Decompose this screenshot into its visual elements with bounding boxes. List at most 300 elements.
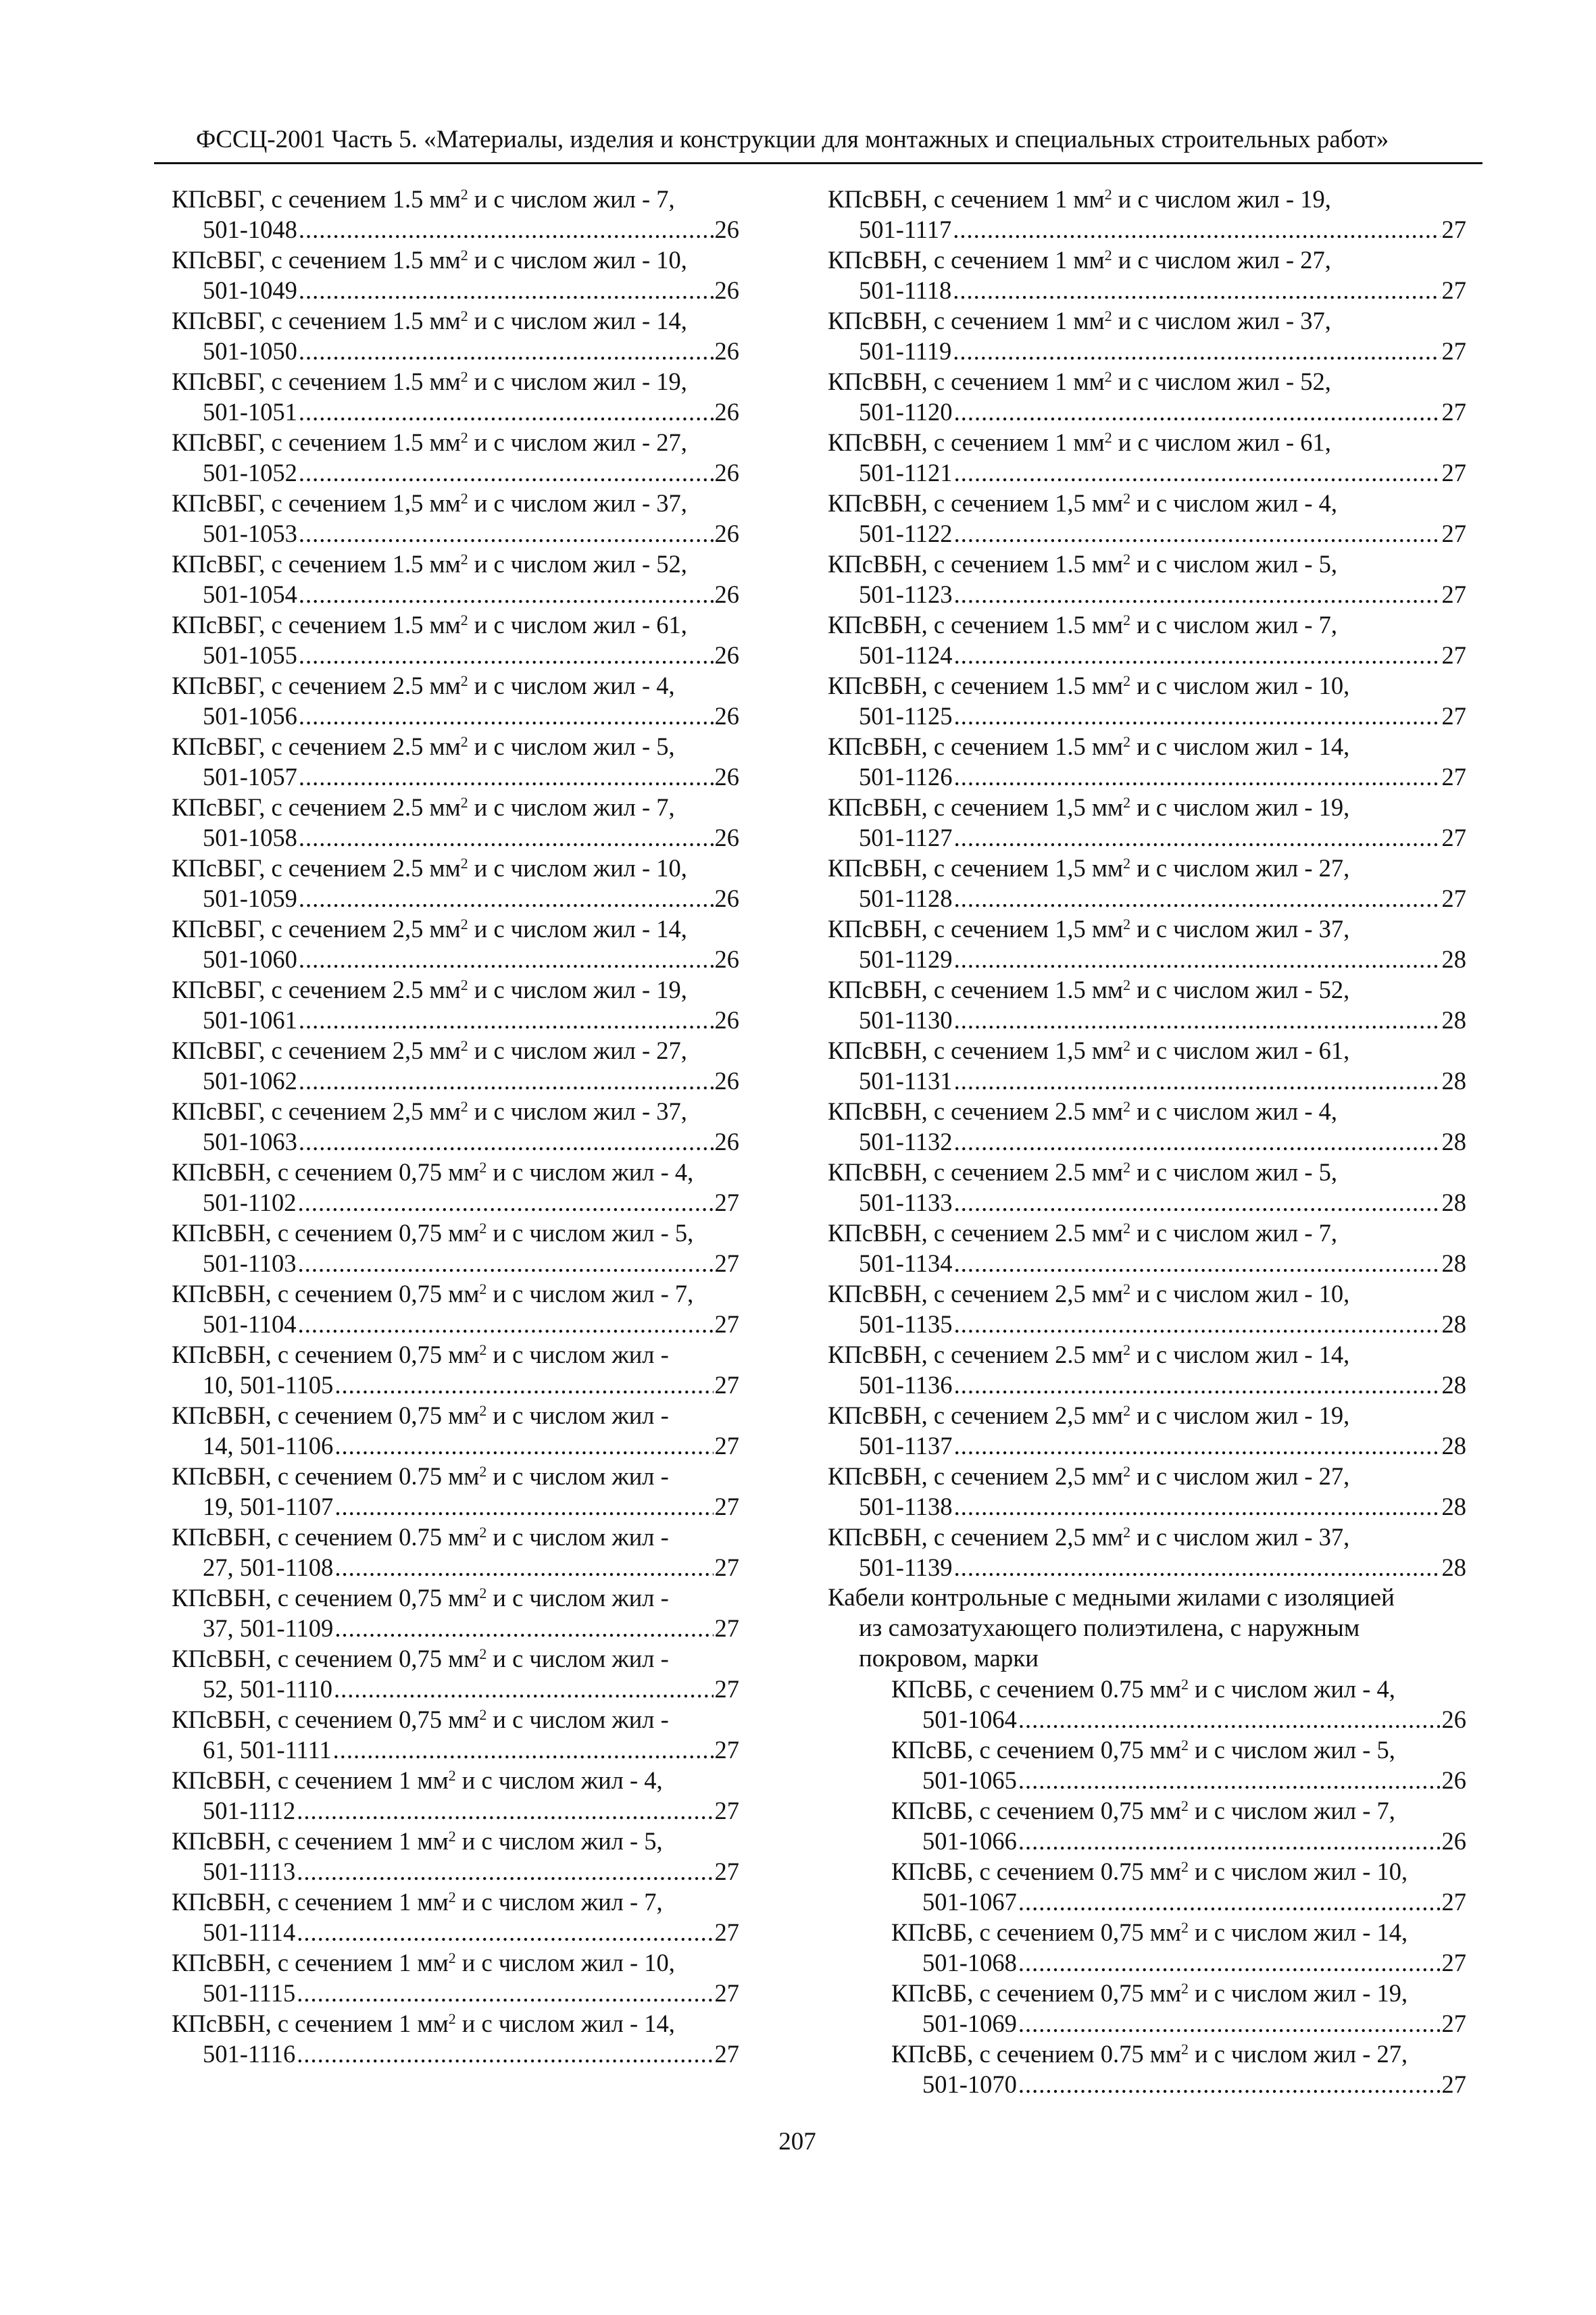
entry-title-suffix: и с числом жил - 27, — [1130, 1462, 1350, 1490]
entry-reference — [172, 640, 739, 670]
entry-title-text: КПсВБН, с сечением 2.5 мм — [828, 1341, 1124, 1368]
entry-page: 28 — [1441, 1067, 1466, 1095]
entry-title — [172, 1704, 739, 1735]
entry-code: 501-1112 — [203, 1797, 296, 1824]
index-entry — [172, 1765, 739, 1826]
entry-title-suffix: и с числом жил - 37, — [1112, 307, 1331, 334]
entry-title-text: КПсВБ, с сечением 0.75 мм — [891, 1675, 1181, 1703]
entry-code: 10, 501-1105 — [203, 1371, 334, 1399]
entry-code: 501-1055 — [203, 641, 297, 669]
entry-reference — [172, 336, 739, 366]
entry-code: 501-1052 — [203, 459, 297, 487]
entry-page: 27 — [1441, 763, 1466, 791]
entry-title-suffix: и с числом жил - 14, — [468, 915, 687, 943]
entry-title — [828, 731, 1466, 762]
entry-page: 28 — [1441, 1432, 1466, 1460]
dot-leader — [954, 1309, 1441, 1339]
index-entry — [828, 609, 1466, 670]
entry-title-text: КПсВБН, с сечением 2,5 мм — [828, 1523, 1124, 1551]
dot-leader — [953, 336, 1440, 366]
entry-title-text: КПсВБН, с сечением 1,5 мм — [828, 793, 1124, 821]
entry-page: 26 — [714, 641, 739, 669]
index-entry — [828, 1278, 1466, 1339]
entry-title — [172, 305, 739, 336]
superscript: 2 — [1123, 915, 1131, 932]
section-heading-line: Кабели контрольные с медными жилами с изоляцией — [828, 1584, 1395, 1612]
entry-title-suffix: и с числом жил - 14, — [1130, 732, 1350, 760]
entry-page: 28 — [1441, 1310, 1466, 1338]
entry-title-text: КПсВБГ, с сечением 2,5 мм — [172, 915, 461, 943]
entry-code: 501-1134 — [859, 1249, 953, 1277]
dot-leader — [297, 1917, 713, 1947]
superscript: 2 — [1123, 793, 1131, 811]
entry-page: 26 — [714, 763, 739, 791]
entry-reference — [828, 822, 1466, 853]
entry-title-text: КПсВБ, с сечением 0.75 мм — [891, 1858, 1181, 1885]
dot-leader — [954, 944, 1441, 974]
entry-reference — [172, 1613, 739, 1643]
entry-page: 26 — [714, 459, 739, 487]
index-entry — [172, 974, 739, 1035]
entry-title-suffix: и с числом жил - — [487, 1706, 669, 1733]
dot-leader — [299, 397, 714, 427]
entry-title-suffix: и с числом жил - 10, — [1188, 1858, 1408, 1885]
entry-code: 501-1124 — [859, 641, 953, 669]
entry-title-suffix: и с числом жил - 27, — [1112, 246, 1331, 274]
entry-code: 501-1058 — [203, 824, 297, 851]
entry-reference — [828, 1491, 1466, 1522]
entry-code: 501-1121 — [859, 459, 953, 487]
index-entry — [172, 914, 739, 974]
dot-leader — [299, 701, 714, 731]
entry-title-suffix: и с числом жил - 14, — [1188, 1918, 1408, 1946]
entry-code: 37, 501-1109 — [203, 1614, 334, 1642]
superscript: 2 — [1123, 1037, 1131, 1054]
dot-leader — [954, 397, 1441, 427]
dot-leader — [1018, 1947, 1441, 1978]
entry-title-text: КПсВБГ, с сечением 2.5 мм — [172, 854, 461, 882]
entry-title-suffix: и с числом жил - — [487, 1462, 669, 1490]
dot-leader — [333, 1735, 714, 1765]
entry-page: 27 — [714, 1979, 739, 2007]
dot-leader — [1018, 1765, 1441, 1795]
entry-code: 501-1065 — [922, 1766, 1017, 1794]
entry-reference — [172, 214, 739, 245]
entry-code: 501-1139 — [859, 1553, 953, 1581]
dot-leader — [953, 214, 1440, 245]
index-entry — [828, 914, 1466, 974]
entry-title-suffix: и с числом жил - 7, — [1130, 611, 1337, 639]
dot-leader — [954, 1248, 1441, 1278]
entry-page: 27 — [1441, 2070, 1466, 2098]
entry-reference — [828, 1248, 1466, 1278]
dot-leader — [954, 1370, 1441, 1400]
entry-title — [172, 488, 739, 518]
superscript: 2 — [1180, 1675, 1189, 1693]
dot-leader — [954, 1552, 1441, 1583]
entry-title — [172, 1826, 739, 1856]
entry-title — [828, 2039, 1466, 2069]
index-entry — [828, 549, 1466, 609]
superscript: 2 — [460, 793, 468, 811]
dot-leader — [954, 822, 1441, 853]
superscript: 2 — [460, 976, 468, 993]
entry-code: 501-1048 — [203, 216, 297, 243]
entry-title-suffix: и с числом жил - 19, — [468, 368, 687, 395]
entry-title-text: КПсВБН, с сечением 0,75 мм — [172, 1401, 480, 1429]
entry-page: 28 — [1441, 1553, 1466, 1581]
superscript: 2 — [479, 1280, 487, 1297]
entry-title-suffix: и с числом жил - 52, — [468, 550, 687, 578]
entry-code: 52, 501-1110 — [203, 1675, 332, 1703]
index-entry — [172, 1461, 739, 1522]
dot-leader — [954, 1126, 1441, 1157]
index-entry — [828, 1917, 1466, 1978]
entry-title — [172, 1522, 739, 1552]
entry-page: 26 — [714, 337, 739, 365]
index-entry — [828, 184, 1466, 245]
entry-title-suffix: и с числом жил - 19, — [1130, 793, 1350, 821]
entry-title-suffix: и с числом жил - 19, — [468, 976, 687, 1003]
entry-title — [828, 1278, 1466, 1309]
entry-page: 28 — [1441, 1128, 1466, 1155]
entry-reference — [172, 1309, 739, 1339]
entry-page: 26 — [714, 1006, 739, 1034]
entry-reference — [828, 1826, 1466, 1856]
superscript: 2 — [479, 1706, 487, 1723]
right-entry-list — [828, 184, 1466, 1583]
entry-page: 27 — [714, 1736, 739, 1764]
entry-code: 501-1061 — [203, 1006, 297, 1034]
entry-title-suffix: и с числом жил - 10, — [468, 246, 687, 274]
superscript: 2 — [1180, 1918, 1189, 1936]
header-rule — [154, 162, 1482, 164]
entry-code: 501-1137 — [859, 1432, 953, 1460]
entry-title-text: КПсВБ, с сечением 0,75 мм — [891, 1979, 1181, 2007]
entry-page: 27 — [1441, 1949, 1466, 1976]
entry-code: 501-1104 — [203, 1310, 297, 1338]
entry-title — [828, 609, 1466, 640]
index-entry — [172, 1096, 739, 1157]
entry-code: 501-1133 — [859, 1189, 953, 1216]
dot-leader — [334, 1370, 713, 1400]
index-entry — [828, 670, 1466, 731]
entry-code: 501-1138 — [859, 1493, 953, 1520]
entry-code: 501-1136 — [859, 1371, 953, 1399]
entry-title-suffix: и с числом жил - 4, — [1130, 489, 1337, 517]
entry-title — [172, 1035, 739, 1066]
entry-title — [172, 245, 739, 275]
dot-leader — [298, 1309, 714, 1339]
dot-leader — [297, 2039, 713, 2069]
entry-reference — [172, 1856, 739, 1887]
entry-title-text: КПсВБН, с сечением 1 мм — [828, 246, 1105, 274]
entry-title-text: КПсВБГ, с сечением 2,5 мм — [172, 1037, 461, 1064]
entry-code: 501-1063 — [203, 1128, 297, 1155]
entry-code: 501-1059 — [203, 885, 297, 912]
entry-page: 27 — [1441, 824, 1466, 851]
entry-title-suffix: и с числом жил - 4, — [1188, 1675, 1395, 1703]
dot-leader — [299, 883, 714, 914]
entry-reference — [172, 1491, 739, 1522]
superscript: 2 — [479, 1523, 487, 1541]
entry-title-suffix: и с числом жил - 4, — [455, 1766, 663, 1794]
entry-title — [172, 670, 739, 701]
entry-title-suffix: и с числом жил - 27, — [468, 428, 687, 456]
entry-title-text: КПсВБН, с сечением 0,75 мм — [172, 1280, 480, 1308]
index-entry — [172, 488, 739, 549]
entry-reference — [172, 701, 739, 731]
entry-title — [828, 245, 1466, 275]
dot-leader — [299, 518, 714, 549]
index-entry — [828, 1218, 1466, 1278]
entry-title — [828, 1795, 1466, 1826]
entry-reference — [828, 397, 1466, 427]
index-entry — [172, 670, 739, 731]
entry-title — [172, 2008, 739, 2039]
entry-title-text: КПсВБН, с сечением 1 мм — [172, 1766, 449, 1794]
index-entry — [172, 1218, 739, 1278]
entry-reference — [828, 762, 1466, 792]
superscript: 2 — [1123, 976, 1131, 993]
entry-code: 27, 501-1108 — [203, 1553, 334, 1581]
entry-title — [828, 1978, 1466, 2008]
entry-page: 27 — [1441, 459, 1466, 487]
dot-leader — [297, 1795, 713, 1826]
entry-page: 27 — [714, 1675, 739, 1703]
superscript: 2 — [460, 854, 468, 872]
entry-page: 27 — [714, 1249, 739, 1277]
entry-title — [828, 1674, 1466, 1704]
superscript: 2 — [448, 2010, 456, 2027]
entry-title — [828, 792, 1466, 822]
entry-code: 501-1122 — [859, 520, 953, 547]
entry-reference — [828, 1430, 1466, 1461]
entry-page: 27 — [1441, 337, 1466, 365]
entry-code: 501-1125 — [859, 702, 953, 730]
entry-page: 27 — [714, 1797, 739, 1824]
entry-page: 27 — [1441, 702, 1466, 730]
entry-reference — [172, 397, 739, 427]
entry-title — [172, 1643, 739, 1674]
entry-code: 501-1057 — [203, 763, 297, 791]
entry-reference — [828, 1370, 1466, 1400]
entry-title-text: КПсВБН, с сечением 1.5 мм — [828, 550, 1124, 578]
dot-leader — [1018, 1887, 1441, 1917]
entry-title-text: КПсВБН, с сечением 0,75 мм — [172, 1158, 480, 1186]
entry-reference — [172, 1917, 739, 1947]
entry-page: 27 — [1441, 1888, 1466, 1916]
superscript: 2 — [1104, 307, 1112, 324]
entry-title — [172, 549, 739, 579]
entry-title-text: КПсВБГ, с сечением 2.5 мм — [172, 732, 461, 760]
entry-code: 501-1053 — [203, 520, 297, 547]
entry-page: 26 — [1441, 1706, 1466, 1733]
superscript: 2 — [1180, 1858, 1189, 1875]
entry-code: 501-1130 — [859, 1006, 953, 1034]
entry-reference — [172, 822, 739, 853]
entry-title-suffix: и с числом жил - 7, — [1130, 1219, 1337, 1247]
index-entry — [172, 1278, 739, 1339]
dot-leader — [299, 579, 714, 609]
entry-title-suffix: и с числом жил - 7, — [455, 1888, 663, 1916]
entry-title — [828, 974, 1466, 1005]
index-entry — [172, 1826, 739, 1887]
entry-title-text: КПсВБН, с сечением 2,5 мм — [828, 1280, 1124, 1308]
entry-title — [828, 914, 1466, 944]
dot-leader — [1018, 1704, 1441, 1735]
dot-leader — [953, 275, 1440, 305]
entry-title-text: КПсВБН, с сечением 1.5 мм — [828, 732, 1124, 760]
entry-title-suffix: и с числом жил - 5, — [1130, 1158, 1337, 1186]
index-entry — [828, 366, 1466, 427]
entry-code: 501-1067 — [922, 1888, 1017, 1916]
superscript: 2 — [1180, 1797, 1189, 1814]
entry-reference — [828, 1704, 1466, 1735]
entry-page: 27 — [714, 1614, 739, 1642]
superscript: 2 — [1123, 1401, 1131, 1419]
superscript: 2 — [460, 732, 468, 750]
entry-title-text: КПсВБГ, с сечением 1.5 мм — [172, 550, 461, 578]
entry-reference — [828, 883, 1466, 914]
superscript: 2 — [460, 307, 468, 324]
entry-title — [172, 853, 739, 883]
dot-leader — [299, 457, 714, 488]
entry-reference — [172, 944, 739, 974]
entry-title — [828, 1735, 1466, 1765]
dot-leader — [299, 1005, 714, 1035]
superscript: 2 — [1123, 1462, 1131, 1480]
entry-title — [172, 974, 739, 1005]
dot-leader — [954, 701, 1441, 731]
entry-page: 27 — [714, 1918, 739, 1946]
entry-title-text: КПсВБ, с сечением 0.75 мм — [891, 2040, 1181, 2068]
entry-code: 501-1102 — [203, 1189, 297, 1216]
superscript: 2 — [448, 1766, 456, 1784]
entry-title — [828, 1917, 1466, 1947]
entry-title — [828, 305, 1466, 336]
entry-title-text: КПсВБН, с сечением 2.5 мм — [828, 1158, 1124, 1186]
entry-title-text: КПсВБН, с сечением 2.5 мм — [828, 1219, 1124, 1247]
index-entry — [172, 245, 739, 305]
index-entry — [828, 1735, 1466, 1795]
superscript: 2 — [479, 1341, 487, 1358]
entry-page: 26 — [714, 885, 739, 912]
entry-title-suffix: и с числом жил - 14, — [455, 2010, 675, 2037]
entry-code: 501-1128 — [859, 885, 953, 912]
entry-reference — [172, 2039, 739, 2069]
dot-leader — [334, 1613, 713, 1643]
dot-leader — [299, 214, 714, 245]
index-entry — [172, 792, 739, 853]
entry-page: 28 — [1441, 1006, 1466, 1034]
entry-title — [172, 1096, 739, 1126]
entry-reference — [828, 1005, 1466, 1035]
index-entry — [828, 1522, 1466, 1583]
entry-reference — [828, 1887, 1466, 1917]
entry-title-suffix: и с числом жил - 52, — [1112, 368, 1331, 395]
dot-leader — [334, 1674, 714, 1704]
dot-leader — [954, 1187, 1441, 1218]
superscript: 2 — [479, 1584, 487, 1601]
entry-title — [172, 1887, 739, 1917]
entry-title-suffix: и с числом жил - 61, — [1112, 428, 1331, 456]
dot-leader — [334, 1491, 713, 1522]
entry-title-text: КПсВБГ, с сечением 1.5 мм — [172, 185, 461, 213]
entry-reference — [172, 1066, 739, 1096]
entry-page: 26 — [714, 580, 739, 608]
index-entry — [828, 974, 1466, 1035]
dot-leader — [954, 1066, 1441, 1096]
entry-title-suffix: и с числом жил - 14, — [468, 307, 687, 334]
entry-page: 26 — [714, 1067, 739, 1095]
entry-code: 501-1060 — [203, 945, 297, 973]
entry-reference — [828, 1187, 1466, 1218]
dot-leader — [299, 822, 714, 853]
entry-title-text: КПсВБН, с сечением 2,5 мм — [828, 1462, 1124, 1490]
entry-title-suffix: и с числом жил - 7, — [468, 793, 675, 821]
superscript: 2 — [460, 1037, 468, 1054]
superscript: 2 — [1123, 550, 1131, 568]
entry-code: 501-1050 — [203, 337, 297, 365]
entry-page: 27 — [1441, 398, 1466, 426]
dot-leader — [954, 1491, 1441, 1522]
entry-page: 28 — [1441, 1249, 1466, 1277]
superscript: 2 — [1123, 1097, 1131, 1115]
entry-code: 501-1066 — [922, 1827, 1017, 1855]
entry-reference — [172, 518, 739, 549]
entry-title-text: КПсВБГ, с сечением 2.5 мм — [172, 672, 461, 699]
index-entry — [828, 1978, 1466, 2039]
entry-code: 501-1115 — [203, 1979, 296, 2007]
entry-title — [828, 488, 1466, 518]
entry-reference — [828, 640, 1466, 670]
entry-title-text: КПсВБ, с сечением 0,75 мм — [891, 1918, 1181, 1946]
superscript: 2 — [1123, 1158, 1131, 1176]
dot-leader — [299, 1066, 714, 1096]
entry-page: 26 — [714, 824, 739, 851]
entry-title-suffix: и с числом жил - 37, — [1130, 915, 1350, 943]
entry-title-text: КПсВБГ, с сечением 1.5 мм — [172, 307, 461, 334]
entry-code: 501-1116 — [203, 2040, 296, 2068]
entry-title-text: КПсВБН, с сечением 0.75 мм — [172, 1462, 480, 1490]
entry-title-suffix: и с числом жил - 10, — [1130, 672, 1350, 699]
entry-title — [828, 1522, 1466, 1552]
entry-title — [828, 184, 1466, 214]
entry-title-text: КПсВБН, с сечением 1 мм — [828, 428, 1105, 456]
index-entry — [172, 1704, 739, 1765]
entry-code: 19, 501-1107 — [203, 1493, 334, 1520]
entry-title-suffix: и с числом жил - 27, — [1188, 2040, 1408, 2068]
superscript: 2 — [1123, 732, 1131, 750]
index-column-left — [172, 184, 739, 2069]
superscript: 2 — [448, 1949, 456, 1966]
entry-page: 27 — [1441, 885, 1466, 912]
entry-code: 501-1131 — [859, 1067, 953, 1095]
index-entry — [172, 1522, 739, 1583]
entry-reference — [828, 1126, 1466, 1157]
entry-page: 27 — [714, 1858, 739, 1885]
entry-page: 26 — [1441, 1827, 1466, 1855]
entry-reference — [828, 2069, 1466, 2099]
entry-title-text: КПсВБН, с сечением 1,5 мм — [828, 915, 1124, 943]
entry-title-text: КПсВБН, с сечением 1.5 мм — [828, 976, 1124, 1003]
superscript: 2 — [1104, 428, 1112, 446]
entry-reference — [828, 1552, 1466, 1583]
dot-leader — [299, 640, 714, 670]
entry-code: 501-1062 — [203, 1067, 297, 1095]
entry-title — [172, 427, 739, 457]
